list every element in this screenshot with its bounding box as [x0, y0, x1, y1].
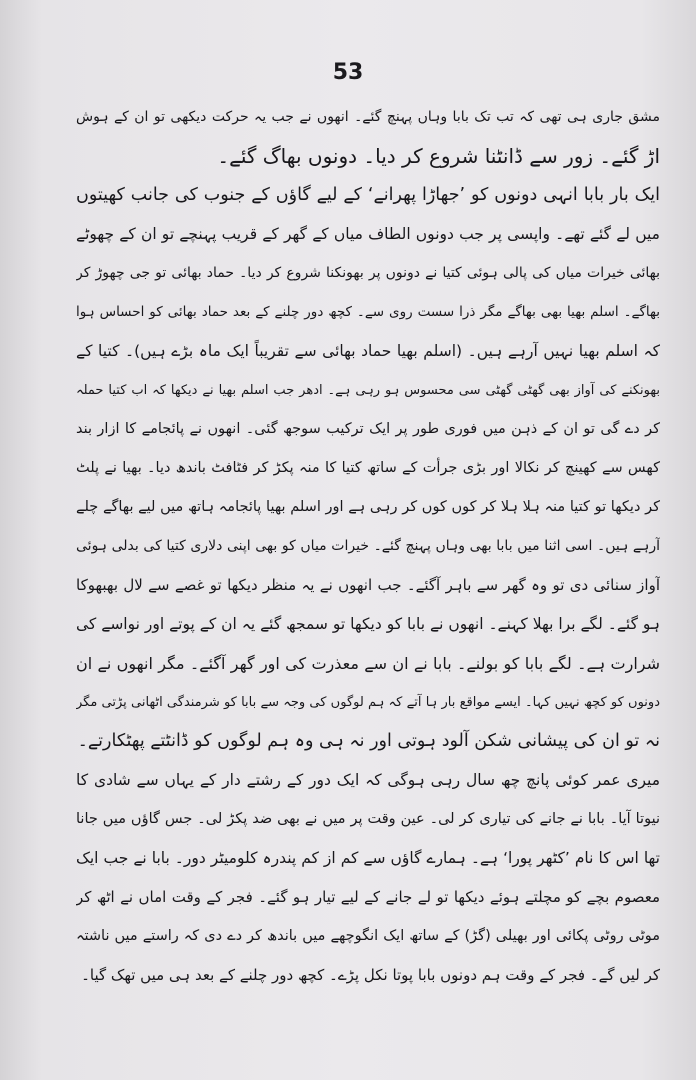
text-line: شرارت ہے۔ لگے بابا کو بولنے۔ بابا نے ان سے معذرت کی اور گھر آگئے۔ مگر انھوں نے ان: [76, 654, 660, 673]
text-line: معصوم بچے کو مچلتے ہوئے دیکھا تو لے جانے کے لیے تیار ہو گئے۔ فجر کے وقت اماں نے اٹھ کر: [76, 888, 660, 906]
text-line: آواز سنائی دی تو وہ گھر سے باہر آگئے۔ جب انھوں نے یہ منظر دیکھا تو غصے سے لال بھبھوکا: [76, 576, 660, 594]
text-line: کہ اسلم بھیا نہیں آرہے ہیں۔ (اسلم بھیا حماد بھائی سے تقریباً ایک ماہ بڑے ہیں)۔ کتیا کے: [76, 342, 660, 360]
text-line: ہو گئے۔ لگے برا بھلا کہنے۔ انھوں نے بابا کو دیکھا تو سمجھ گئے یہ ان کے پوتے اور نواسے کی: [76, 615, 660, 633]
text-line: آرہے ہیں۔ اسی اثنا میں بابا بھی وہاں پہنچ گئے۔ خیرات میاں کو بھی اپنی دلاری کتیا کی بدلی ہوئی: [76, 538, 660, 554]
text-line: بھائی خیرات میاں کی پالی ہوئی کتیا نے دونوں پر بھونکنا شروع کر دیا۔ حماد بھائی تو جی چھوڑ کر: [76, 265, 660, 281]
text-line: دونوں کو کچھ نہیں کہا۔ ایسے مواقع بار ہا آتے کہ ہم لوگوں کی وجہ سے بابا کو شرمندگی اٹھانی پڑتی مگر: [76, 695, 660, 710]
text-line: موٹی روٹی پکائی اور بھیلی (گڑ) کے ساتھ ایک انگوچھے میں باندھ کر دے دی کہ راستے میں ناشتہ: [76, 928, 660, 944]
text-line: نہ تو ان کی پیشانی شکن آلود ہوتی اور نہ ہی وہ ہم لوگوں کو ڈانٹتے پھٹکارتے۔: [77, 731, 660, 751]
text-line: کر لیں گے۔ فجر کے وقت ہم دونوں بابا پوتا نکل پڑے۔ کچھ دور چلنے کے بعد ہی میں تھک گیا۔: [81, 966, 660, 984]
text-line: میری عمر کوئی پانچ چھ سال رہی ہوگی کہ ایک دور کے رشتے دار کے یہاں سے شادی کا: [76, 771, 660, 789]
text-line: اڑ گئے۔ زور سے ڈانٹنا شروع کر دیا۔ دونوں بھاگ گئے۔: [217, 144, 660, 168]
text-line: کر دے گی تو ان کے ذہن میں فوری طور پر ایک ترکیب سوجھ گئی۔ انھوں نے پائجامے کا ازار بند: [76, 421, 660, 437]
text-line: کر دیکھا تو کتیا منہ ہلا ہلا کر کوں کوں کر رہی ہے اور اسلم بھیا پائجامہ ہاتھ میں لیے بھاگے چلے: [76, 499, 660, 515]
text-line: مشق جاری ہی تھی کہ تب تک بابا وہاں پہنچ گئے۔ انھوں نے جب یہ حرکت دیکھی تو ان کے ہوش: [76, 109, 660, 125]
text-line: بھونکنے کی آواز بھی گھٹی گھٹی سی محسوس ہو رہی ہے۔ ادھر جب اسلم بھیا نے دیکھا کہ اب کتیا حملہ: [76, 383, 660, 398]
text-line: کھس سے کھینچ کر نکالا اور بڑی جرأت کے ساتھ کتیا کا منہ پکڑ کر فٹافٹ باندھ دیا۔ بھیا نے پلٹ: [76, 460, 660, 476]
text-line: نیوتا آیا۔ بابا نے جانے کی تیاری کر لی۔ عین وقت پر میں نے بھی ضد پکڑ لی۔ جس گاؤں میں جانا: [76, 811, 660, 827]
page-number: 53: [332, 60, 364, 85]
text-line: تھا اس کا نام ’کٹھر پورا‘ ہے۔ ہمارے گاؤں سے کم از کم پندرہ کلومیٹر دور۔ بابا نے جب ایک: [76, 849, 660, 867]
body-text: [76, 98, 660, 995]
text-line: ایک بار بابا انہی دونوں کو ’جھاڑا پھرانے‘ کے لیے گاؤں کے جنوب کی جانب کھیتوں: [76, 185, 660, 205]
text-line: بھاگے۔ اسلم بھیا بھی بھاگے مگر ذرا سست روی سے۔ کچھ دور چلنے کے بعد حماد بھائی کو احساس ہوا: [76, 304, 660, 320]
text-line: میں لے گئے تھے۔ واپسی پر جب دونوں الطاف میاں کے گھر کے قریب پہنچے تو ان کے چھوٹے: [76, 225, 660, 243]
